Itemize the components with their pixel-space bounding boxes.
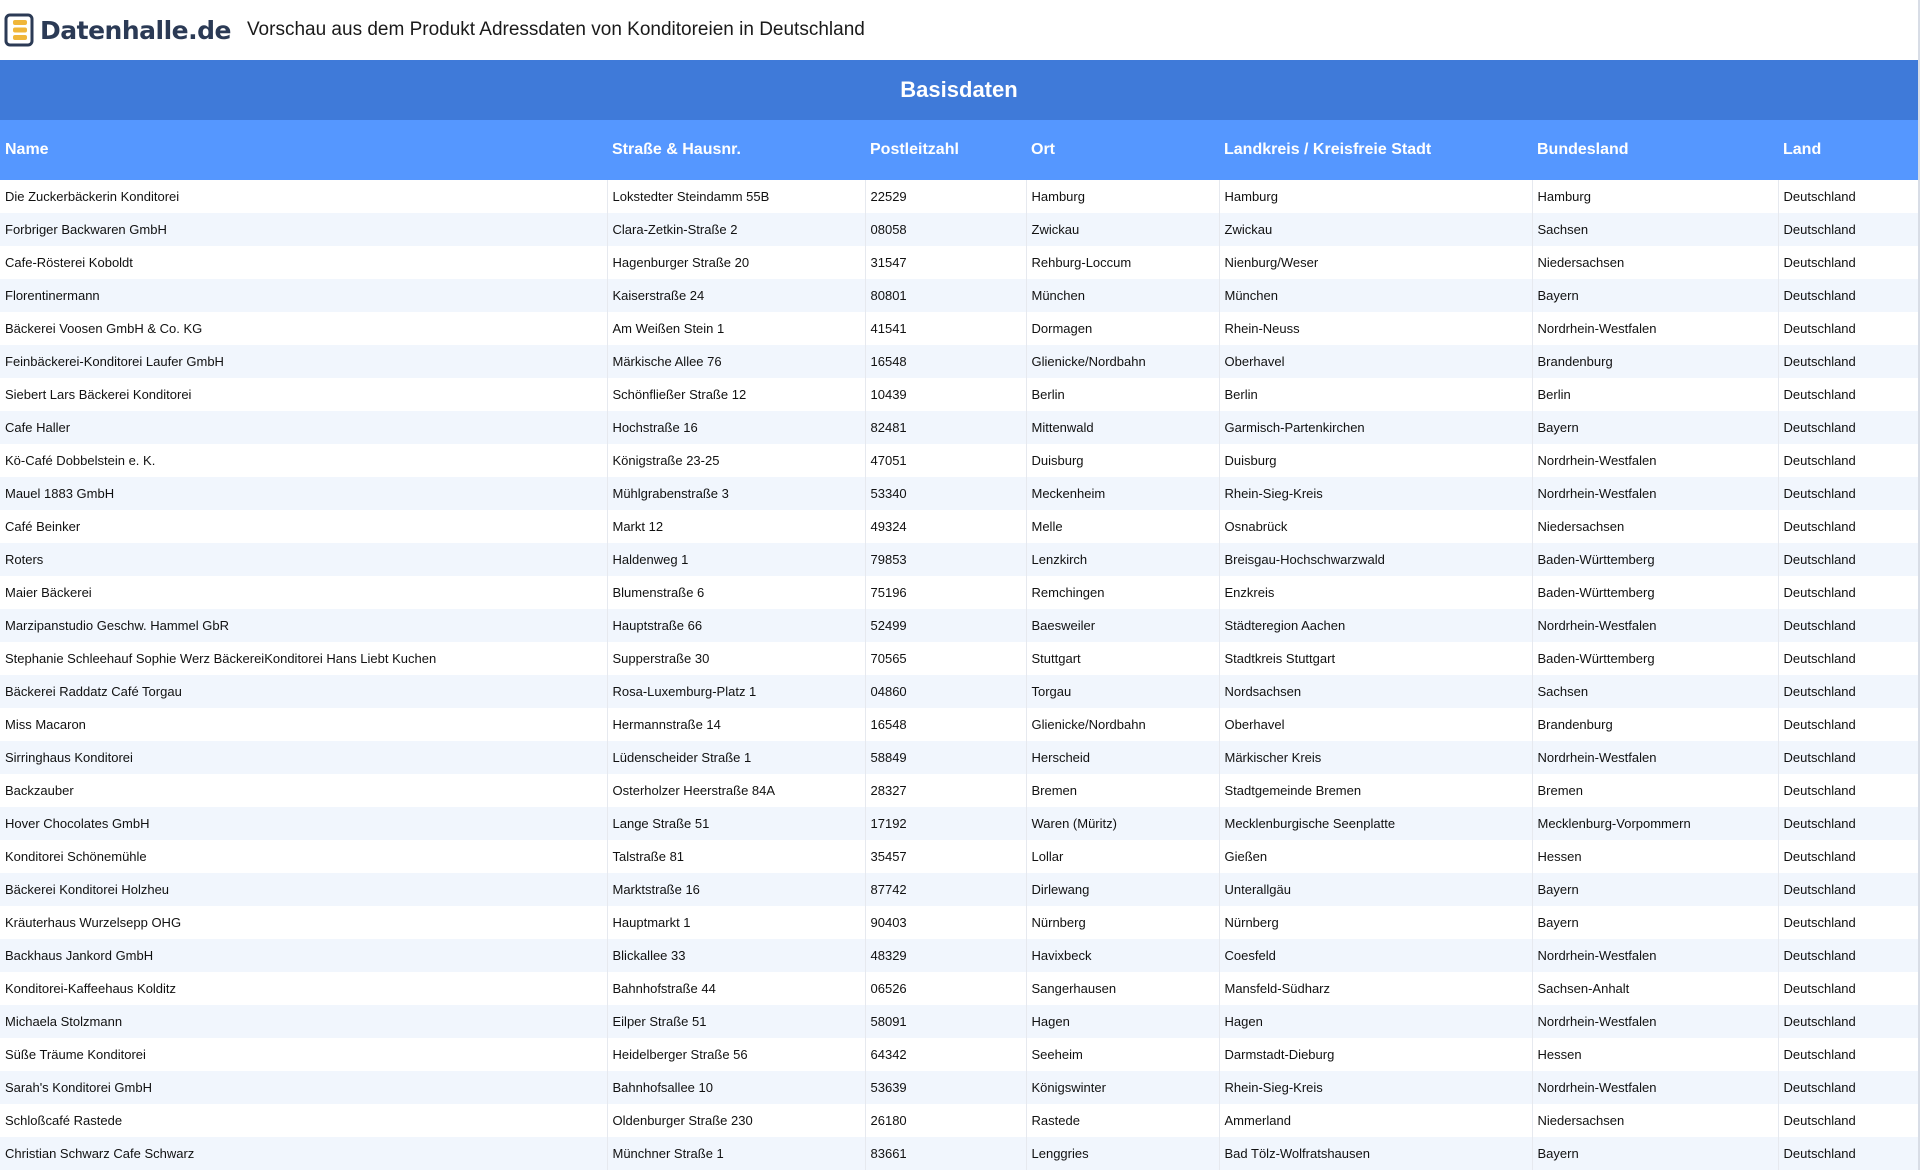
- cell-state: Sachsen: [1532, 675, 1778, 708]
- cell-country: Deutschland: [1778, 345, 1918, 378]
- table-row[interactable]: [0, 312, 1918, 345]
- cell-postcode: 90403: [865, 906, 1026, 939]
- cell-postcode: 80801: [865, 279, 1026, 312]
- cell-street: Rosa-Luxemburg-Platz 1: [607, 675, 865, 708]
- cell-country: Deutschland: [1778, 840, 1918, 873]
- cell-postcode: 47051: [865, 444, 1026, 477]
- cell-postcode: 58091: [865, 1005, 1026, 1038]
- cell-name: Schloßcafé Rastede: [0, 1104, 607, 1137]
- section-header-basisdaten: Basisdaten: [0, 60, 1918, 120]
- top-bar: [0, 0, 1920, 60]
- cell-city: München: [1026, 279, 1219, 312]
- cell-country: Deutschland: [1778, 807, 1918, 840]
- cell-district: Bad Tölz-Wolfratshausen: [1219, 1137, 1532, 1170]
- cell-postcode: 22529: [865, 180, 1026, 213]
- cell-street: Schönfließer Straße 12: [607, 378, 865, 411]
- cell-postcode: 49324: [865, 510, 1026, 543]
- cell-country: Deutschland: [1778, 543, 1918, 576]
- cell-country: Deutschland: [1778, 939, 1918, 972]
- cell-name: Florentinermann: [0, 279, 607, 312]
- cell-city: Lenzkirch: [1026, 543, 1219, 576]
- cell-city: Glienicke/Nordbahn: [1026, 345, 1219, 378]
- cell-city: Rastede: [1026, 1104, 1219, 1137]
- cell-district: Coesfeld: [1219, 939, 1532, 972]
- cell-city: Königswinter: [1026, 1071, 1219, 1104]
- cell-district: Breisgau-Hochschwarzwald: [1219, 543, 1532, 576]
- cell-district: Rhein-Sieg-Kreis: [1219, 477, 1532, 510]
- cell-state: Nordrhein-Westfalen: [1532, 1005, 1778, 1038]
- brand-logo[interactable]: [4, 12, 231, 48]
- column-header-state[interactable]: Bundesland: [1532, 120, 1778, 180]
- cell-street: Blumenstraße 6: [607, 576, 865, 609]
- cell-state: Sachsen: [1532, 213, 1778, 246]
- cell-district: Stadtgemeinde Bremen: [1219, 774, 1532, 807]
- cell-city: Glienicke/Nordbahn: [1026, 708, 1219, 741]
- cell-city: Dirlewang: [1026, 873, 1219, 906]
- cell-name: Cafe-Rösterei Koboldt: [0, 246, 607, 279]
- cell-district: Märkischer Kreis: [1219, 741, 1532, 774]
- column-header-country[interactable]: Land: [1778, 120, 1918, 180]
- cell-district: Zwickau: [1219, 213, 1532, 246]
- cell-city: Mittenwald: [1026, 411, 1219, 444]
- cell-country: Deutschland: [1778, 906, 1918, 939]
- cell-country: Deutschland: [1778, 576, 1918, 609]
- cell-postcode: 82481: [865, 411, 1026, 444]
- cell-postcode: 87742: [865, 873, 1026, 906]
- cell-country: Deutschland: [1778, 1038, 1918, 1071]
- cell-city: Lollar: [1026, 840, 1219, 873]
- cell-state: Hessen: [1532, 1038, 1778, 1071]
- cell-name: Konditorei Schönemühle: [0, 840, 607, 873]
- cell-street: Lokstedter Steindamm 55B: [607, 180, 865, 213]
- cell-city: Berlin: [1026, 378, 1219, 411]
- cell-country: Deutschland: [1778, 477, 1918, 510]
- cell-district: Ammerland: [1219, 1104, 1532, 1137]
- cell-district: Enzkreis: [1219, 576, 1532, 609]
- brand-name: Datenhalle.de: [40, 15, 231, 45]
- cell-name: Miss Macaron: [0, 708, 607, 741]
- cell-district: Berlin: [1219, 378, 1532, 411]
- table-row[interactable]: [0, 378, 1918, 411]
- address-table: [0, 120, 1918, 1170]
- cell-name: Bäckerei Raddatz Café Torgau: [0, 675, 607, 708]
- cell-country: Deutschland: [1778, 1104, 1918, 1137]
- table-row[interactable]: [0, 1071, 1918, 1104]
- cell-street: Haldenweg 1: [607, 543, 865, 576]
- cell-street: Oldenburger Straße 230: [607, 1104, 865, 1137]
- cell-name: Feinbäckerei-Konditorei Laufer GmbH: [0, 345, 607, 378]
- cell-name: Sirringhaus Konditorei: [0, 741, 607, 774]
- cell-name: Café Beinker: [0, 510, 607, 543]
- table-row[interactable]: [0, 675, 1918, 708]
- cell-country: Deutschland: [1778, 609, 1918, 642]
- cell-street: Osterholzer Heerstraße 84A: [607, 774, 865, 807]
- table-row[interactable]: [0, 873, 1918, 906]
- cell-state: Bayern: [1532, 906, 1778, 939]
- cell-street: Marktstraße 16: [607, 873, 865, 906]
- cell-street: Münchner Straße 1: [607, 1137, 865, 1170]
- cell-name: Cafe Haller: [0, 411, 607, 444]
- table-row[interactable]: [0, 444, 1918, 477]
- cell-district: Städteregion Aachen: [1219, 609, 1532, 642]
- cell-postcode: 64342: [865, 1038, 1026, 1071]
- cell-street: Kaiserstraße 24: [607, 279, 865, 312]
- cell-district: Mecklenburgische Seenplatte: [1219, 807, 1532, 840]
- cell-street: Hermannstraße 14: [607, 708, 865, 741]
- cell-street: Märkische Allee 76: [607, 345, 865, 378]
- cell-street: Eilper Straße 51: [607, 1005, 865, 1038]
- cell-postcode: 53340: [865, 477, 1026, 510]
- cell-state: Niedersachsen: [1532, 510, 1778, 543]
- cell-name: Sarah's Konditorei GmbH: [0, 1071, 607, 1104]
- cell-name: Die Zuckerbäckerin Konditorei: [0, 180, 607, 213]
- cell-district: Nürnberg: [1219, 906, 1532, 939]
- cell-state: Bayern: [1532, 279, 1778, 312]
- table-row[interactable]: [0, 1005, 1918, 1038]
- cell-country: Deutschland: [1778, 246, 1918, 279]
- cell-city: Zwickau: [1026, 213, 1219, 246]
- cell-city: Herscheid: [1026, 741, 1219, 774]
- cell-country: Deutschland: [1778, 675, 1918, 708]
- cell-name: Maier Bäckerei: [0, 576, 607, 609]
- cell-city: Rehburg-Loccum: [1026, 246, 1219, 279]
- cell-state: Sachsen-Anhalt: [1532, 972, 1778, 1005]
- cell-name: Kräuterhaus Wurzelsepp OHG: [0, 906, 607, 939]
- cell-district: Stadtkreis Stuttgart: [1219, 642, 1532, 675]
- cell-name: Backzauber: [0, 774, 607, 807]
- cell-country: Deutschland: [1778, 180, 1918, 213]
- cell-country: Deutschland: [1778, 741, 1918, 774]
- cell-district: Osnabrück: [1219, 510, 1532, 543]
- cell-city: Nürnberg: [1026, 906, 1219, 939]
- cell-name: Mauel 1883 GmbH: [0, 477, 607, 510]
- cell-name: Kö-Café Dobbelstein e. K.: [0, 444, 607, 477]
- table-row[interactable]: [0, 1104, 1918, 1137]
- cell-state: Nordrhein-Westfalen: [1532, 1071, 1778, 1104]
- cell-street: Mühlgrabenstraße 3: [607, 477, 865, 510]
- table-row[interactable]: [0, 345, 1918, 378]
- cell-district: Garmisch-Partenkirchen: [1219, 411, 1532, 444]
- cell-postcode: 16548: [865, 708, 1026, 741]
- column-header-street[interactable]: Straße & Hausnr.: [607, 120, 865, 180]
- cell-city: Remchingen: [1026, 576, 1219, 609]
- cell-state: Brandenburg: [1532, 345, 1778, 378]
- cell-district: Oberhavel: [1219, 708, 1532, 741]
- cell-postcode: 48329: [865, 939, 1026, 972]
- cell-district: München: [1219, 279, 1532, 312]
- cell-state: Niedersachsen: [1532, 246, 1778, 279]
- table-row[interactable]: [0, 741, 1918, 774]
- column-header-district[interactable]: Landkreis / Kreisfreie Stadt: [1219, 120, 1532, 180]
- cell-postcode: 53639: [865, 1071, 1026, 1104]
- cell-district: Darmstadt-Dieburg: [1219, 1038, 1532, 1071]
- table-header-row: [0, 120, 1918, 180]
- table-row[interactable]: [0, 939, 1918, 972]
- cell-name: Backhaus Jankord GmbH: [0, 939, 607, 972]
- table-row[interactable]: [0, 477, 1918, 510]
- cell-state: Bayern: [1532, 411, 1778, 444]
- cell-city: Bremen: [1026, 774, 1219, 807]
- cell-state: Nordrhein-Westfalen: [1532, 609, 1778, 642]
- column-header-postcode[interactable]: Postleitzahl: [865, 120, 1026, 180]
- cell-state: Nordrhein-Westfalen: [1532, 939, 1778, 972]
- cell-district: Gießen: [1219, 840, 1532, 873]
- cell-street: Hauptstraße 66: [607, 609, 865, 642]
- cell-postcode: 35457: [865, 840, 1026, 873]
- table-row[interactable]: [0, 246, 1918, 279]
- cell-street: Lüdenscheider Straße 1: [607, 741, 865, 774]
- cell-state: Bayern: [1532, 1137, 1778, 1170]
- cell-postcode: 06526: [865, 972, 1026, 1005]
- cell-city: Lenggries: [1026, 1137, 1219, 1170]
- table-row[interactable]: [0, 1038, 1918, 1071]
- cell-country: Deutschland: [1778, 312, 1918, 345]
- cell-district: Rhein-Sieg-Kreis: [1219, 1071, 1532, 1104]
- cell-name: Christian Schwarz Cafe Schwarz: [0, 1137, 607, 1170]
- table-row[interactable]: [0, 543, 1918, 576]
- cell-postcode: 26180: [865, 1104, 1026, 1137]
- cell-city: Meckenheim: [1026, 477, 1219, 510]
- cell-name: Forbriger Backwaren GmbH: [0, 213, 607, 246]
- cell-postcode: 52499: [865, 609, 1026, 642]
- cell-state: Baden-Württemberg: [1532, 576, 1778, 609]
- cell-city: Seeheim: [1026, 1038, 1219, 1071]
- cell-street: Heidelberger Straße 56: [607, 1038, 865, 1071]
- cell-street: Talstraße 81: [607, 840, 865, 873]
- table-row[interactable]: [0, 510, 1918, 543]
- cell-district: Nienburg/Weser: [1219, 246, 1532, 279]
- table-row[interactable]: [0, 906, 1918, 939]
- cell-street: Hagenburger Straße 20: [607, 246, 865, 279]
- cell-postcode: 08058: [865, 213, 1026, 246]
- column-header-city[interactable]: Ort: [1026, 120, 1219, 180]
- table-row[interactable]: [0, 411, 1918, 444]
- cell-state: Nordrhein-Westfalen: [1532, 741, 1778, 774]
- cell-name: Siebert Lars Bäckerei Konditorei: [0, 378, 607, 411]
- cell-postcode: 31547: [865, 246, 1026, 279]
- cell-name: Konditorei-Kaffeehaus Kolditz: [0, 972, 607, 1005]
- cell-country: Deutschland: [1778, 1005, 1918, 1038]
- cell-name: Marzipanstudio Geschw. Hammel GbR: [0, 609, 607, 642]
- cell-district: Hamburg: [1219, 180, 1532, 213]
- cell-state: Mecklenburg-Vorpommern: [1532, 807, 1778, 840]
- cell-city: Duisburg: [1026, 444, 1219, 477]
- cell-district: Oberhavel: [1219, 345, 1532, 378]
- table-row[interactable]: [0, 972, 1918, 1005]
- cell-street: Hochstraße 16: [607, 411, 865, 444]
- cell-street: Bahnhofsallee 10: [607, 1071, 865, 1104]
- cell-street: Markt 12: [607, 510, 865, 543]
- cell-state: Nordrhein-Westfalen: [1532, 444, 1778, 477]
- cell-city: Dormagen: [1026, 312, 1219, 345]
- cell-state: Baden-Württemberg: [1532, 642, 1778, 675]
- cell-country: Deutschland: [1778, 1071, 1918, 1104]
- cell-street: Blickallee 33: [607, 939, 865, 972]
- cell-postcode: 70565: [865, 642, 1026, 675]
- cell-state: Hessen: [1532, 840, 1778, 873]
- cell-city: Hamburg: [1026, 180, 1219, 213]
- cell-street: Clara-Zetkin-Straße 2: [607, 213, 865, 246]
- cell-postcode: 17192: [865, 807, 1026, 840]
- cell-state: Bayern: [1532, 873, 1778, 906]
- cell-postcode: 16548: [865, 345, 1026, 378]
- table-row[interactable]: [0, 807, 1918, 840]
- cell-street: Königstraße 23-25: [607, 444, 865, 477]
- cell-postcode: 10439: [865, 378, 1026, 411]
- table-row[interactable]: [0, 774, 1918, 807]
- cell-street: Supperstraße 30: [607, 642, 865, 675]
- column-header-name[interactable]: Name: [0, 120, 607, 180]
- cell-postcode: 75196: [865, 576, 1026, 609]
- cell-country: Deutschland: [1778, 774, 1918, 807]
- cell-state: Bremen: [1532, 774, 1778, 807]
- cell-country: Deutschland: [1778, 213, 1918, 246]
- cell-city: Waren (Müritz): [1026, 807, 1219, 840]
- cell-postcode: 41541: [865, 312, 1026, 345]
- cell-district: Nordsachsen: [1219, 675, 1532, 708]
- cell-name: Roters: [0, 543, 607, 576]
- cell-street: Lange Straße 51: [607, 807, 865, 840]
- table-row[interactable]: [0, 609, 1918, 642]
- cell-state: Berlin: [1532, 378, 1778, 411]
- cell-city: Sangerhausen: [1026, 972, 1219, 1005]
- cell-country: Deutschland: [1778, 378, 1918, 411]
- cell-state: Nordrhein-Westfalen: [1532, 312, 1778, 345]
- cell-city: Havixbeck: [1026, 939, 1219, 972]
- cell-postcode: 28327: [865, 774, 1026, 807]
- cell-name: Hover Chocolates GmbH: [0, 807, 607, 840]
- cell-postcode: 58849: [865, 741, 1026, 774]
- cell-district: Unterallgäu: [1219, 873, 1532, 906]
- cell-country: Deutschland: [1778, 510, 1918, 543]
- cell-country: Deutschland: [1778, 411, 1918, 444]
- cell-postcode: 04860: [865, 675, 1026, 708]
- cell-country: Deutschland: [1778, 279, 1918, 312]
- cell-name: Süße Träume Konditorei: [0, 1038, 607, 1071]
- cell-state: Brandenburg: [1532, 708, 1778, 741]
- cell-street: Am Weißen Stein 1: [607, 312, 865, 345]
- cell-street: Bahnhofstraße 44: [607, 972, 865, 1005]
- cell-district: Hagen: [1219, 1005, 1532, 1038]
- cell-country: Deutschland: [1778, 1137, 1918, 1170]
- cell-country: Deutschland: [1778, 873, 1918, 906]
- cell-city: Melle: [1026, 510, 1219, 543]
- cell-city: Stuttgart: [1026, 642, 1219, 675]
- page-title: Vorschau aus dem Produkt Adressdaten von Konditoreien in Deutschland: [246, 19, 865, 40]
- cell-country: Deutschland: [1778, 708, 1918, 741]
- cell-city: Baesweiler: [1026, 609, 1219, 642]
- cell-name: Bäckerei Voosen GmbH & Co. KG: [0, 312, 607, 345]
- cell-district: Duisburg: [1219, 444, 1532, 477]
- cell-state: Baden-Württemberg: [1532, 543, 1778, 576]
- table-row[interactable]: [0, 576, 1918, 609]
- table-row[interactable]: [0, 840, 1918, 873]
- cell-district: Rhein-Neuss: [1219, 312, 1532, 345]
- table-row[interactable]: [0, 180, 1918, 213]
- cell-country: Deutschland: [1778, 972, 1918, 1005]
- cell-state: Hamburg: [1532, 180, 1778, 213]
- table-row[interactable]: [0, 642, 1918, 675]
- cell-country: Deutschland: [1778, 444, 1918, 477]
- cell-city: Torgau: [1026, 675, 1219, 708]
- cell-city: Hagen: [1026, 1005, 1219, 1038]
- table-body: [0, 180, 1918, 1170]
- cell-name: Michaela Stolzmann: [0, 1005, 607, 1038]
- table-row[interactable]: [0, 1137, 1918, 1170]
- cell-name: Bäckerei Konditorei Holzheu: [0, 873, 607, 906]
- cell-street: Hauptmarkt 1: [607, 906, 865, 939]
- table-row[interactable]: [0, 213, 1918, 246]
- database-icon: [4, 12, 36, 48]
- table-row[interactable]: [0, 708, 1918, 741]
- cell-postcode: 79853: [865, 543, 1026, 576]
- cell-state: Niedersachsen: [1532, 1104, 1778, 1137]
- cell-district: Mansfeld-Südharz: [1219, 972, 1532, 1005]
- cell-state: Nordrhein-Westfalen: [1532, 477, 1778, 510]
- cell-country: Deutschland: [1778, 642, 1918, 675]
- table-row[interactable]: [0, 279, 1918, 312]
- cell-name: Stephanie Schleehauf Sophie Werz BäckereiKonditorei Hans Liebt Kuchen: [0, 642, 607, 675]
- cell-postcode: 83661: [865, 1137, 1026, 1170]
